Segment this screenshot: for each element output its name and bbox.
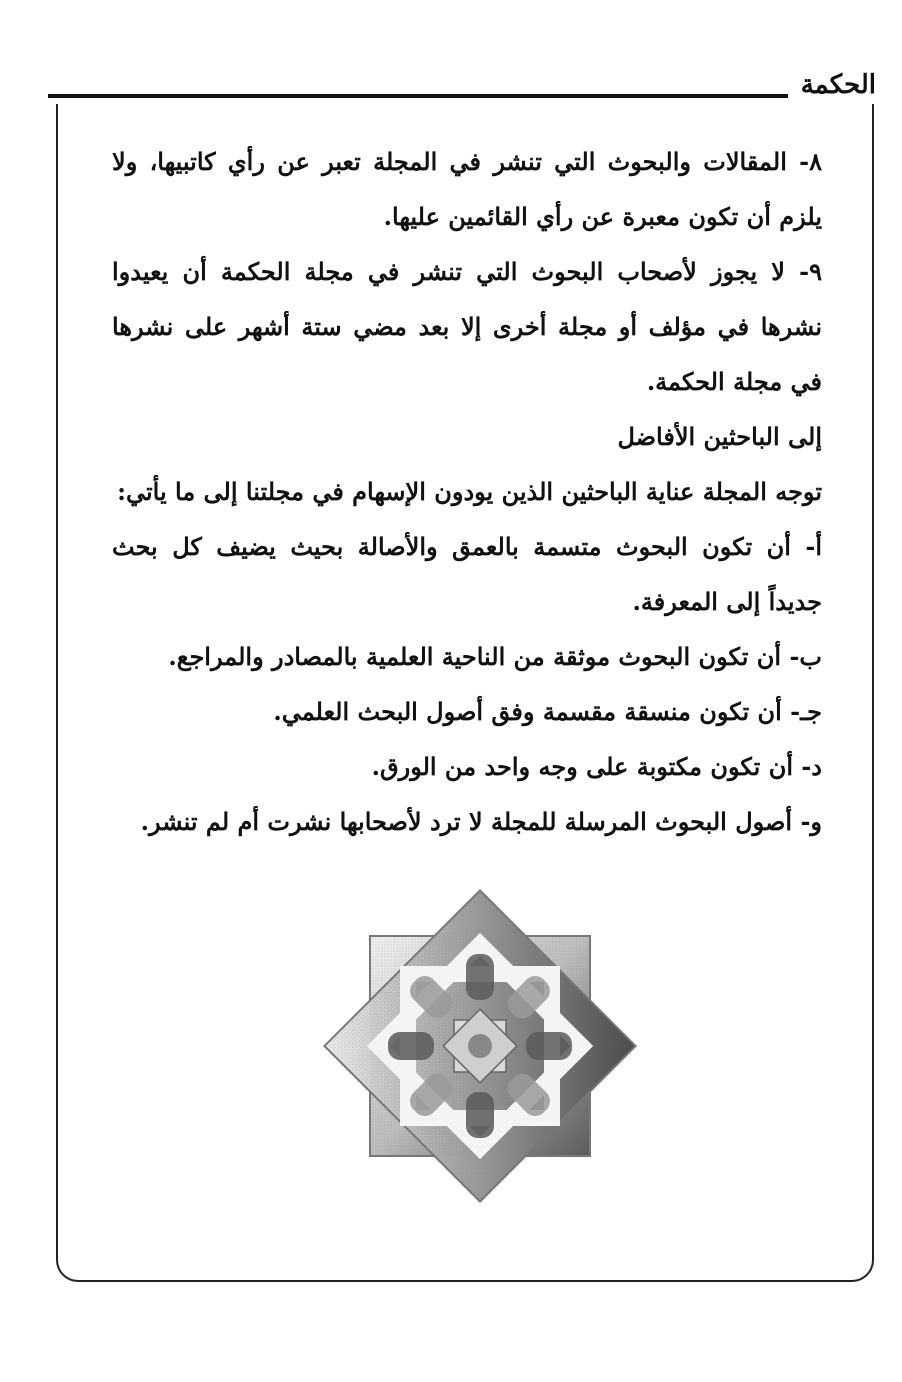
page-header bbox=[48, 70, 876, 104]
item-w: و- أصول البحوث المرسلة للمجلة لا ترد لأصحابها نشرت أم لم تنشر. bbox=[140, 807, 822, 836]
item-j: جـ- أن تكون منسقة مقسمة وفق أصول البحث العلمي. bbox=[273, 697, 822, 726]
item-d: د- أن تكون مكتوبة على وجه واحد من الورق. bbox=[371, 752, 822, 781]
journal-title: الحكمة bbox=[800, 70, 876, 100]
section-heading: إلى الباحثين الأفاضل bbox=[617, 422, 822, 451]
item-a: أ- أن تكون البحوث متسمة بالعمق والأصالة بحيث يضيف كل بحث جديداً إلى المعرفة. bbox=[112, 532, 822, 616]
paragraph-8: ٨- المقالات والبحوث التي تنشر في المجلة تعبر عن رأي كاتبيها، ولا يلزم أن تكون معبرة عن رأي القائمين عليها. bbox=[112, 147, 822, 231]
header-rule bbox=[48, 94, 788, 98]
paragraph-9: ٩- لا يجوز لأصحاب البحوث التي تنشر في مجلة الحكمة أن يعيدوا نشرها في مؤلف أو مجلة أخرى إلا بعد مضي ستة أشهر على نشرها في مجلة الحكمة. bbox=[112, 257, 822, 396]
item-b: ب- أن تكون البحوث موثقة من الناحية العلمية بالمصادر والمراجع. bbox=[168, 642, 822, 671]
eight-point-star-ornament-icon bbox=[300, 876, 660, 1216]
page-content bbox=[112, 134, 822, 849]
intro-paragraph: توجه المجلة عناية الباحثين الذين يودون الإسهام في مجلتنا إلى ما يأتي: bbox=[117, 477, 822, 506]
